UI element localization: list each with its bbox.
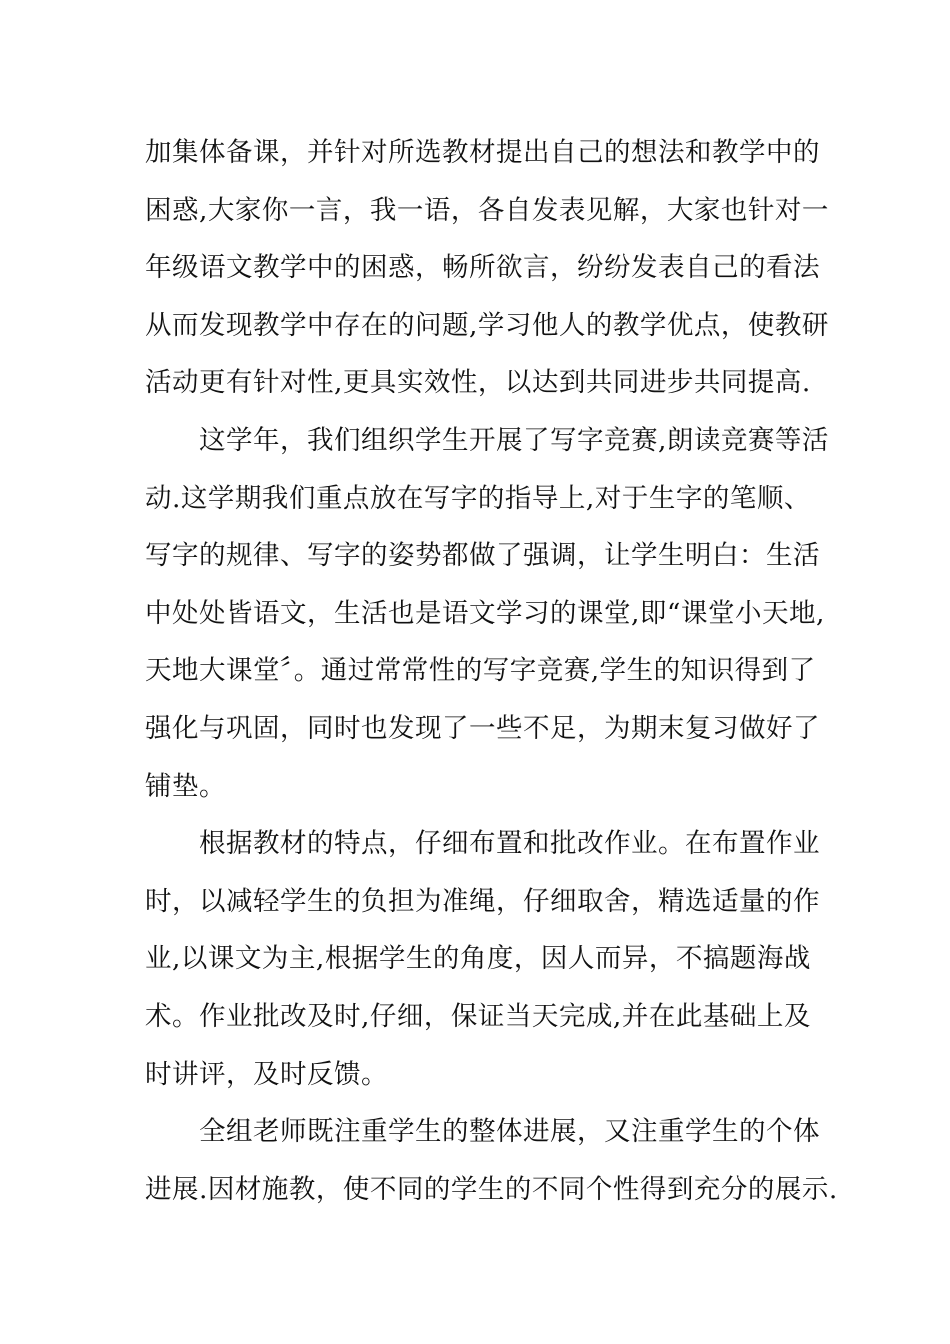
paragraph-line: 天地大课堂〞。通过常常性的写字竞赛,学生的知识得到了 bbox=[145, 655, 816, 687]
paragraph-line: 从而发现教学中存在的问题,学习他人的教学优点，使教研 bbox=[145, 309, 829, 341]
paragraph-line: 时，以减轻学生的负担为准绳，仔细取舍，精选适量的作 bbox=[145, 885, 820, 917]
paragraph-line: 术。作业批改及时,仔细，保证当天完成,并在此基础上及 bbox=[145, 1000, 811, 1032]
paragraph-line: 时讲评，及时反馈。 bbox=[145, 1058, 388, 1090]
paragraph-3 bbox=[145, 815, 820, 1103]
paragraph-line: 根据教材的特点，仔细布置和批改作业。在布置作业 bbox=[199, 828, 820, 860]
paragraph-2 bbox=[145, 412, 829, 815]
paragraph-line: 全组老师既注重学生的整体进展，又注重学生的个体 bbox=[199, 1116, 820, 1148]
paragraph-line: 年级语文教学中的困惑，畅所欲言，纷纷发表自己的看法 bbox=[145, 252, 820, 284]
paragraph-line: 动.这学期我们重点放在写字的指导上,对于生字的笔顺、 bbox=[145, 482, 811, 514]
paragraph-line: 强化与巩固，同时也发现了一些不足，为期末复习做好了 bbox=[145, 712, 820, 744]
paragraph-line: 铺垫。 bbox=[145, 770, 226, 802]
paragraph-4 bbox=[145, 1103, 838, 1218]
paragraph-line: 进展.因材施教，使不同的学生的不同个性得到充分的展示. bbox=[145, 1173, 838, 1205]
document-body bbox=[145, 124, 838, 1218]
paragraph-1 bbox=[145, 124, 829, 412]
paragraph-line: 这学年，我们组织学生开展了写字竞赛,朗读竞赛等活 bbox=[199, 424, 829, 456]
paragraph-line: 困惑,大家你一言，我一语，各自发表见解，大家也针对一 bbox=[145, 194, 829, 226]
paragraph-line: 写字的规律、写字的姿势都做了强调，让学生明白：生活 bbox=[145, 540, 820, 572]
paragraph-line: 业,以课文为主,根据学生的角度，因人而异，不搞题海战 bbox=[145, 943, 811, 975]
paragraph-line: 加集体备课，并针对所选教材提出自己的想法和教学中的 bbox=[145, 137, 820, 168]
paragraph-line: 活动更有针对性,更具实效性，以达到共同进步共同提高. bbox=[145, 367, 811, 399]
paragraph-line: 中处处皆语文，生活也是语文学习的课堂,即“课堂小天地, bbox=[145, 597, 825, 629]
